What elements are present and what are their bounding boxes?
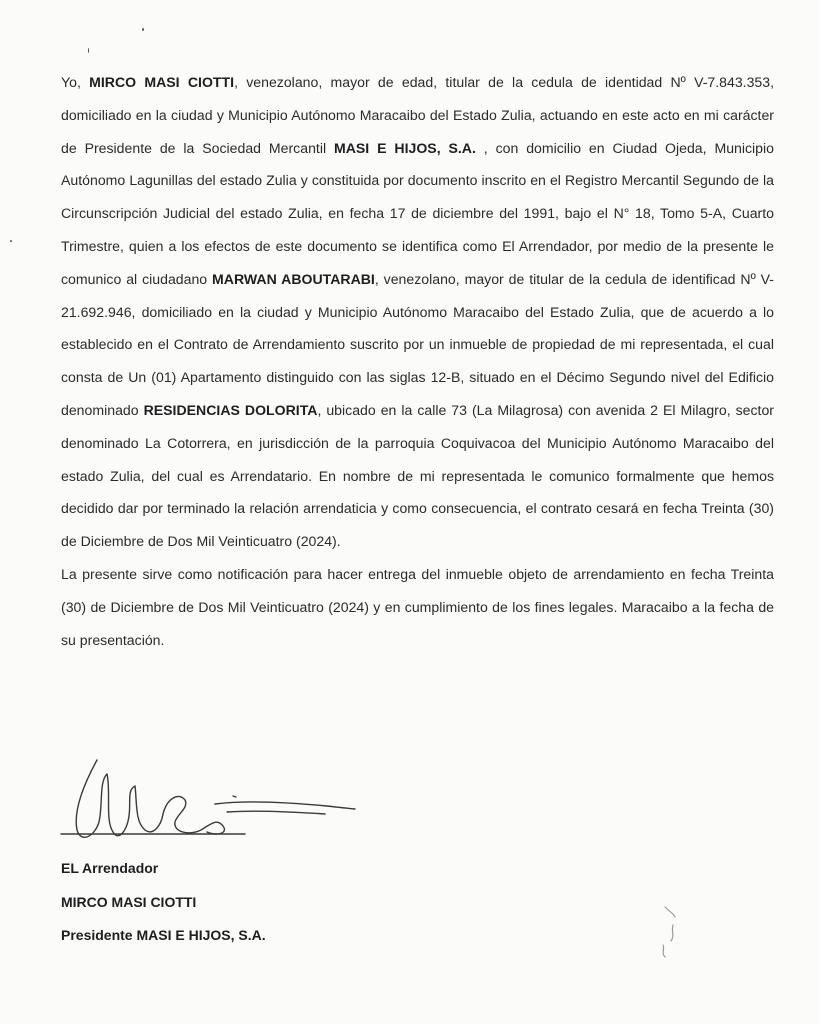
text-run: , venezolano, mayor de titular de la cedula de identificad Nº V-21.692.946, domiciliado en la ciudad y Municipio Autónomo Maracaibo del Estado Zulia, que de acuerdo a lo establecido en el Contrato de Arrendamiento suscrito por un inmueble de propiedad de mi representada, el cual consta de Un (01) Apartamento distinguido con las siglas 12-B, situado en el Décimo Segundo nivel del Edificio denominado	[61, 270, 774, 418]
text-run: Yo,	[61, 74, 90, 90]
letter-body	[61, 66, 774, 656]
signatory-role: EL Arrendador	[61, 860, 159, 876]
signatory-title: Presidente MASI E HIJOS, S.A.	[61, 927, 266, 943]
scan-speck	[142, 28, 144, 31]
signature-block	[61, 852, 266, 953]
scan-speck	[10, 240, 12, 242]
signatory-name: MIRCO MASI CIOTTI	[61, 893, 197, 910]
text-run: , ubicado en la calle 73 (La Milagrosa) con avenida 2 El Milagro, sector denominado La Cotorrera, en jurisdicción de la parroquia Coquivacoa del Municipio Autónomo Maracaibo del estado Zulia, del cual es Arrendatario. En nombre de mi representada le comunico formalmente que hemos decidido dar por terminado la relación arrendaticia y como consecuencia, el contrato cesará en fecha Treinta (30) de Diciembre de Dos Mil Veinticuatro (2024).	[61, 401, 774, 550]
company-name: MASI E HIJOS, S.A.	[333, 139, 476, 156]
paragraph-main	[61, 66, 774, 558]
text-run: , con domicilio en Ciudad Ojeda, Municipio Autónomo Lagunillas del estado Zulia y constituida por documento inscrito en el Registro Mercantil Segundo de la Circunscripción Judicial del estado Zulia, en fecha 17 de diciembre del 1991, bajo el N° 18, Tomo 5-A, Cuarto Trimestre, quien a los efectos de este documento se identifica como El Arrendador, por medio de la presente le comunico al ciudadano	[61, 139, 774, 287]
handwritten-signature	[55, 752, 365, 852]
sender-name: MIRCO MASI CIOTTI	[89, 74, 235, 90]
building-name: RESIDENCIAS DOLORITA	[143, 401, 318, 418]
paragraph-notice: La presente sirve como notificación para hacer entrega del inmueble objeto de arrendamiento en fecha Treinta (30) de Diciembre de Dos Mil Veinticuatro (2024) y en cumplimiento de los fines legales. Maracaibo a la fecha de su presentación.	[61, 565, 774, 648]
scan-speck	[88, 48, 89, 53]
tenant-name: MARWAN ABOUTARABI	[212, 270, 375, 287]
scan-smudge	[655, 905, 685, 960]
text-run: , venezolano, mayor de edad, titular de la cedula de identidad Nº V-7.843.353, domiciliado en la ciudad y Municipio Autónomo Maracaibo del Estado Zulia, actuando en este acto en mi carácter de Presidente de la Sociedad Mercantil	[61, 74, 775, 156]
